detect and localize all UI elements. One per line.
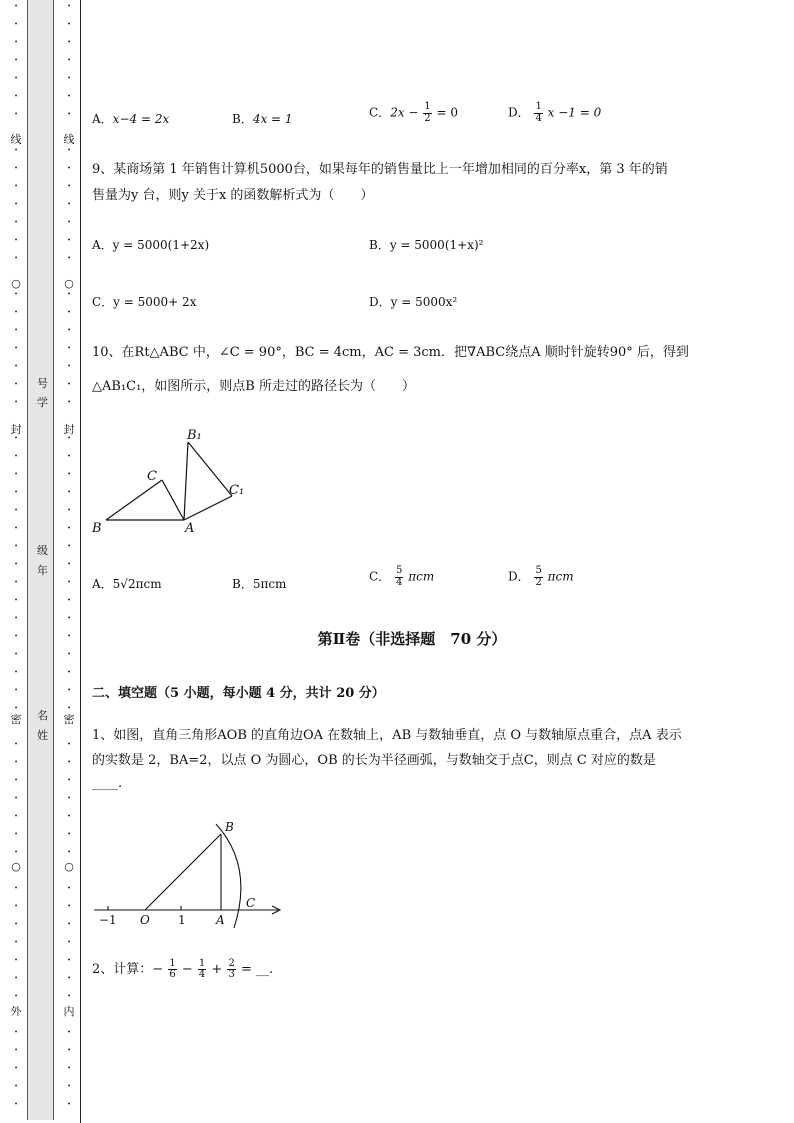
part2-title: 第Ⅱ卷（非选择题 70 分） <box>317 630 507 648</box>
label-c1: C₁ <box>229 483 245 498</box>
q8-option-d: D． $\frac{1}{4}$ x −1 = 0 <box>508 101 602 124</box>
binding-dot: • <box>67 507 71 514</box>
binding-dot: • <box>67 327 71 334</box>
segment-ca <box>162 480 184 520</box>
binding-dot: • <box>14 993 18 1000</box>
label-b: B <box>92 521 102 536</box>
label-a: A <box>216 913 225 927</box>
binding-dot: • <box>67 345 71 352</box>
binding-marker: 外 <box>10 1005 22 1018</box>
binding-dot: • <box>14 957 18 964</box>
binding-dot: • <box>14 1065 18 1072</box>
binding-dot: • <box>14 1029 18 1036</box>
field-label-char: 级 <box>37 544 48 557</box>
binding-dot: • <box>14 255 18 262</box>
binding-dot: • <box>14 219 18 226</box>
binding-margin-inner <box>62 0 76 1123</box>
binding-dot: • <box>14 93 18 100</box>
binding-dot: • <box>14 1047 18 1054</box>
q10-rotation-figure <box>92 422 262 542</box>
fraction: $\frac{1}{6}$ <box>169 957 176 980</box>
binding-dot: • <box>14 669 18 676</box>
margin-rule <box>80 0 81 1123</box>
binding-dot: • <box>67 561 71 568</box>
binding-margin-outer <box>9 0 23 1123</box>
field-label-char: 姓 <box>37 729 48 742</box>
binding-dot: • <box>14 75 18 82</box>
field-label-char: 年 <box>37 564 48 577</box>
binding-dot: • <box>14 705 18 712</box>
binding-dot: • <box>67 381 71 388</box>
binding-dot: • <box>67 975 71 982</box>
binding-dot: • <box>67 525 71 532</box>
binding-dot: • <box>14 57 18 64</box>
binding-dot: • <box>67 687 71 694</box>
binding-dot: • <box>14 885 18 892</box>
label-c: C <box>147 469 157 484</box>
binding-dot: • <box>67 777 71 784</box>
binding-dot: • <box>14 1101 18 1108</box>
binding-marker: 线 <box>10 133 22 146</box>
q9-option-b: B．y = 5000(1+x)² <box>369 238 484 252</box>
binding-dot: • <box>67 309 71 316</box>
binding-dot: • <box>67 255 71 262</box>
binding-dot: • <box>67 1029 71 1036</box>
binding-dot: • <box>67 759 71 766</box>
label-b: B <box>225 820 234 834</box>
binding-marker: 密 <box>10 713 22 726</box>
binding-dot: • <box>67 1101 71 1108</box>
field-label-char: 号 <box>37 377 48 390</box>
binding-dot: • <box>14 471 18 478</box>
binding-dot: • <box>67 435 71 442</box>
binding-dot: • <box>67 93 71 100</box>
segment-ab1 <box>184 442 188 520</box>
binding-dot: • <box>14 111 18 118</box>
binding-dot: • <box>67 669 71 676</box>
f1-number-line-figure <box>92 816 292 931</box>
q8-option-a: A．x−4 = 2x <box>92 112 170 126</box>
binding-dot: • <box>14 3 18 10</box>
binding-dot: • <box>14 849 18 856</box>
binding-dot: • <box>14 237 18 244</box>
binding-dot: • <box>14 777 18 784</box>
binding-dot: • <box>14 39 18 46</box>
binding-dot: • <box>14 147 18 154</box>
binding-field-strip <box>27 0 54 1120</box>
binding-dot: • <box>67 813 71 820</box>
label-c: C <box>246 896 256 910</box>
binding-dot: • <box>67 183 71 190</box>
binding-dot: • <box>14 561 18 568</box>
binding-dot: • <box>67 651 71 658</box>
binding-dot: • <box>67 831 71 838</box>
binding-dot: • <box>67 399 71 406</box>
f1-stem-line1: 1、如图，直角三角形AOB 的直角边OA 在数轴上，AB 与数轴垂直，点 O 与数轴原点重合，点A 表示 <box>92 728 682 743</box>
binding-dot: • <box>14 615 18 622</box>
binding-dot: • <box>67 543 71 550</box>
q8-option-c: C．2x − $\frac{1}{2}$ = 0 <box>369 101 459 124</box>
binding-dot: • <box>67 1047 71 1054</box>
binding-dot: • <box>67 579 71 586</box>
f1-stem-line2: 的实数是 2，BA=2，以点 O 为圆心，OB 的长为半径画弧，与数轴交于点C，则点 C 对应的数是 <box>92 753 656 768</box>
binding-dot: • <box>67 57 71 64</box>
binding-dot: • <box>67 741 71 748</box>
binding-dot: • <box>67 21 71 28</box>
field-label-char: 名 <box>37 709 48 722</box>
label-b1: B₁ <box>187 428 202 443</box>
binding-dot: • <box>67 849 71 856</box>
fraction: $\frac{2}{3}$ <box>228 957 235 980</box>
binding-dot: • <box>14 309 18 316</box>
binding-dot: • <box>67 957 71 964</box>
binding-dot: • <box>67 615 71 622</box>
binding-circle: ○ <box>11 277 21 290</box>
binding-dot: • <box>67 705 71 712</box>
binding-dot: • <box>67 633 71 640</box>
field-label-char: 学 <box>37 396 48 409</box>
binding-dot: • <box>67 111 71 118</box>
fraction: $\frac{1}{4}$ <box>535 101 542 124</box>
binding-dot: • <box>14 633 18 640</box>
binding-dot: • <box>67 363 71 370</box>
q9-stem-line1: 9、某商场第 1 年销售计算机5000台，如果每年的销售量比上一年增加相同的百分率x，第 3 年的销 <box>92 162 668 177</box>
segment-ob <box>145 834 221 910</box>
binding-dot: • <box>67 291 71 298</box>
binding-dot: • <box>67 147 71 154</box>
binding-dot: • <box>67 201 71 208</box>
label-one: 1 <box>178 913 186 927</box>
binding-marker: 封 <box>10 423 22 436</box>
binding-dot: • <box>14 651 18 658</box>
binding-dot: • <box>14 687 18 694</box>
binding-dot: • <box>67 3 71 10</box>
binding-dot: • <box>14 399 18 406</box>
binding-dot: • <box>67 39 71 46</box>
binding-dot: • <box>14 1083 18 1090</box>
binding-dot: • <box>14 543 18 550</box>
binding-dot: • <box>14 453 18 460</box>
binding-dot: • <box>67 1065 71 1072</box>
segment-b1c1 <box>188 442 232 496</box>
binding-dot: • <box>14 939 18 946</box>
q10-stem-line1: 10、在Rt△ABC 中，∠C = 90°，BC = 4cm，AC = 3cm．把∇ABC绕点A 顺时针旋转90° 后，得到 <box>92 345 689 360</box>
binding-dot: • <box>14 795 18 802</box>
binding-dot: • <box>14 579 18 586</box>
binding-dot: • <box>14 345 18 352</box>
binding-marker: 封 <box>63 423 75 436</box>
fraction: $\frac{1}{4}$ <box>198 957 206 980</box>
binding-dot: • <box>14 327 18 334</box>
q10-option-c: C． $\frac{5}{4}$ πcm <box>369 565 435 588</box>
q9-option-d: D．y = 5000x² <box>369 295 458 309</box>
q8-option-b: B．4x = 1 <box>232 112 293 126</box>
binding-dot: • <box>14 363 18 370</box>
fraction: $\frac{5}{4}$ <box>396 565 403 588</box>
binding-dot: • <box>14 597 18 604</box>
q10-option-a: A．5√2πcm <box>92 577 162 591</box>
q10-option-b: B．5πcm <box>232 577 287 591</box>
f1-stem-line3: ____. <box>92 776 123 791</box>
binding-dot: • <box>67 921 71 928</box>
q10-option-d: D． $\frac{5}{2}$ πcm <box>508 565 574 588</box>
binding-dot: • <box>67 1083 71 1090</box>
binding-dot: • <box>67 795 71 802</box>
label-a: A <box>185 521 195 536</box>
binding-dot: • <box>14 21 18 28</box>
q9-option-c: C．y = 5000+ 2x <box>92 295 197 309</box>
fraction: $\frac{1}{2}$ <box>424 101 431 124</box>
binding-dot: • <box>14 813 18 820</box>
binding-dot: • <box>14 921 18 928</box>
binding-dot: • <box>14 201 18 208</box>
binding-dot: • <box>14 831 18 838</box>
segment-c1a <box>184 496 232 520</box>
binding-dot: • <box>67 993 71 1000</box>
binding-dot: • <box>14 975 18 982</box>
binding-marker: 线 <box>63 133 75 146</box>
binding-dot: • <box>67 165 71 172</box>
q9-option-a: A．y = 5000(1+2x) <box>92 238 210 252</box>
binding-dot: • <box>14 903 18 910</box>
binding-dot: • <box>67 75 71 82</box>
binding-dot: • <box>14 507 18 514</box>
binding-dot: • <box>14 381 18 388</box>
binding-dot: • <box>67 237 71 244</box>
binding-dot: • <box>67 489 71 496</box>
label-minus-one: −1 <box>99 913 117 927</box>
q10-stem-line2: △AB₁C₁，如图所示，则点B 所走过的路径长为（ ） <box>92 379 415 394</box>
fraction: $\frac{5}{2}$ <box>535 565 542 588</box>
binding-dot: • <box>67 471 71 478</box>
fill-blank-section-heading: 二、填空题（5 小题，每小题 4 分，共计 20 分） <box>92 686 385 701</box>
binding-dot: • <box>67 903 71 910</box>
binding-dot: • <box>67 885 71 892</box>
binding-circle: ○ <box>64 277 74 290</box>
binding-circle: ○ <box>64 860 74 873</box>
segment-bc <box>106 480 162 520</box>
q9-stem-line2: 售量为y 台，则y 关于x 的函数解析式为（ ） <box>92 188 374 203</box>
binding-dot: • <box>67 219 71 226</box>
binding-dot: • <box>14 489 18 496</box>
binding-dot: • <box>14 183 18 190</box>
binding-marker: 内 <box>63 1005 75 1018</box>
binding-dot: • <box>14 741 18 748</box>
binding-dot: • <box>14 165 18 172</box>
binding-dot: • <box>14 291 18 298</box>
binding-dot: • <box>14 759 18 766</box>
binding-dot: • <box>67 939 71 946</box>
binding-circle: ○ <box>11 860 21 873</box>
binding-dot: • <box>67 453 71 460</box>
binding-dot: • <box>14 525 18 532</box>
binding-dot: • <box>14 435 18 442</box>
binding-dot: • <box>67 597 71 604</box>
label-o: O <box>140 913 150 927</box>
f2-stem: 2、计算：− $\frac{1}{6}$ − $\frac{1}{4}$ + $\frac{2}{3}$ = __. <box>92 957 274 980</box>
binding-marker: 密 <box>63 713 75 726</box>
